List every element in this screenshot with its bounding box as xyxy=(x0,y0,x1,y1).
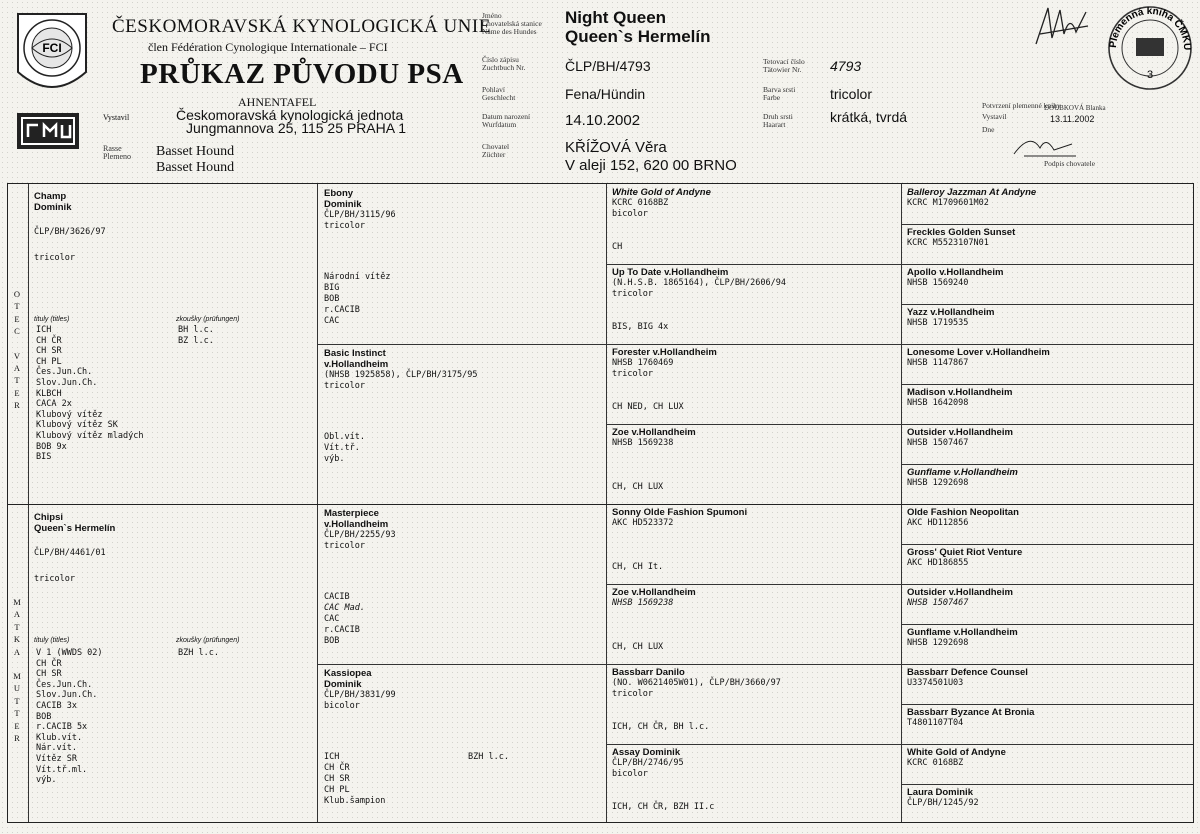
gg-grandparent-cell xyxy=(907,427,1187,449)
gg-grandparent-reg: KCRC M5523107N01 xyxy=(907,238,989,248)
grandparent-titles xyxy=(324,272,391,327)
gg-grandparent-cell xyxy=(907,347,1187,369)
gg-grandparent-name: Madison v.Hollandheim xyxy=(907,387,1013,398)
great-grandparent-reg: AKC HD523372 xyxy=(612,518,674,528)
mother-name: Chipsi xyxy=(34,512,64,523)
great-grandparent-titles: BIS, BIG 4x xyxy=(612,322,669,332)
father-cell xyxy=(34,191,312,264)
title-item: CH SR xyxy=(36,669,62,680)
grandparent-kennel: v.Hollandheim xyxy=(324,359,389,370)
grandparent-color: tricolor xyxy=(324,221,365,231)
birth-date: 14.10.2002 xyxy=(565,112,641,129)
great-grandparent-color: tricolor xyxy=(612,689,653,699)
title-item: BOB xyxy=(324,294,340,304)
title-item: Klubový vítěz xyxy=(36,409,103,420)
breeder-name: KŘÍŽOVÁ Věra xyxy=(565,139,667,156)
great-grandparent-titles: ICH, CH ČR, BH l.c. xyxy=(612,722,710,732)
grandparent-kennel: v.Hollandheim xyxy=(324,519,389,530)
stamp-number: 3 xyxy=(1146,69,1154,81)
gg-grandparent-cell xyxy=(907,667,1187,689)
title-item: V 1 (WWDS 02) xyxy=(36,648,103,658)
title-item: CAC xyxy=(324,614,340,624)
great-grandparent-cell xyxy=(612,507,898,529)
great-grandparent-reg: (NO. W0621405W01), ČLP/BH/3660/97 xyxy=(612,678,781,688)
gg-grandparent-reg: NHSB 1719535 xyxy=(907,318,969,328)
title-item: ICH xyxy=(324,752,340,762)
gg-grandparent-cell xyxy=(907,547,1187,569)
title-item: Vít.tř.ml. xyxy=(36,764,88,775)
gg-grandparent-reg: ČLP/BH/1245/92 xyxy=(907,798,979,808)
barva-label: Barva srsti Farbe xyxy=(763,85,796,102)
gg-grandparent-reg: AKC HD186855 xyxy=(907,558,969,568)
chovatel-label: Chovatel Züchter xyxy=(482,142,510,159)
title-item: Vít.tř. xyxy=(324,443,360,453)
title-item: Vítěz SR xyxy=(36,753,77,764)
title-item: ICH xyxy=(36,325,52,335)
stamp xyxy=(1106,4,1194,92)
title-item: Národní vítěz xyxy=(324,272,391,282)
grandparent-name: Masterpiece xyxy=(324,508,379,519)
title-item: výb. xyxy=(324,454,345,464)
great-grandparent-titles: CH, CH LUX xyxy=(612,642,664,652)
gg-grandparent-reg: NHSB 1507467 xyxy=(907,598,969,608)
great-grandparent-reg: NHSB 1760469 xyxy=(612,358,674,368)
title-item: CH SR xyxy=(36,346,62,357)
great-grandparent-name: White Gold of Andyne xyxy=(612,187,711,198)
gg-grandparent-reg: NHSB 1642098 xyxy=(907,398,969,408)
great-grandparent-titles: CH, CH It. xyxy=(612,562,664,572)
gg-grandparent-reg: AKC HD112856 xyxy=(907,518,969,528)
color-value: tricolor xyxy=(830,86,873,102)
gg-grandparent-reg: NHSB 1292698 xyxy=(907,478,969,488)
title-item: BOB 9x xyxy=(36,441,67,452)
great-grandparent-cell xyxy=(612,747,898,780)
great-grandparent-name: Zoe v.Hollandheim xyxy=(612,587,696,598)
great-grandparent-cell xyxy=(612,347,898,380)
org-name: ČESKOMORAVSKÁ KYNOLOGICKÁ UNIE xyxy=(112,16,491,37)
cislo-label: Číslo zápisu Zuchtbuch Nr. xyxy=(482,55,526,72)
grandparent-color: tricolor xyxy=(324,381,365,391)
title-item: CACIB 3x xyxy=(36,700,77,711)
mother-color: tricolor xyxy=(34,574,75,584)
coat-value: krátká, tvrdá xyxy=(830,109,908,125)
father-exams xyxy=(178,325,214,346)
mother-exams xyxy=(178,648,219,659)
title-item: r.CACIB xyxy=(324,305,360,315)
gg-grandparent-cell xyxy=(907,187,1187,209)
gg-grandparent-cell xyxy=(907,787,1187,809)
pedigree-table xyxy=(7,183,1194,823)
title-item: BH l.c. xyxy=(178,325,214,335)
gg-grandparent-cell xyxy=(907,307,1187,329)
great-grandparent-reg: ČLP/BH/2746/95 xyxy=(612,758,684,768)
great-grandparent-reg: NHSB 1569238 xyxy=(612,438,674,448)
great-grandparent-color: bicolor xyxy=(612,769,648,779)
title-item: BZH l.c. xyxy=(178,648,219,658)
father-exams-label: zkoušky (prüfungen) xyxy=(176,316,240,323)
gg-grandparent-cell xyxy=(907,587,1187,609)
title-item: Klub.šampion xyxy=(324,796,386,806)
grandparent-name: Kassiopea xyxy=(324,668,372,679)
grandparent-cell xyxy=(324,508,600,552)
great-grandparent-cell xyxy=(612,187,898,220)
breed-value-2: Basset Hound xyxy=(156,160,235,175)
father-color: tricolor xyxy=(34,253,75,263)
pohlavi-label: Pohlaví Geschlecht xyxy=(482,85,516,102)
grandparent-color: bicolor xyxy=(324,701,360,711)
dog-name: Night Queen xyxy=(565,8,667,27)
great-grandparent-titles: CH NED, CH LUX xyxy=(612,402,684,412)
grandparent-titles xyxy=(324,592,365,647)
father-titles xyxy=(36,325,143,463)
title-item: Slov.Jun.Ch. xyxy=(36,690,98,701)
registration-number: ČLP/BH/4793 xyxy=(565,58,651,74)
mother-cell xyxy=(34,512,312,585)
title-item: CAC Mad. xyxy=(324,603,365,613)
gg-grandparent-reg: NHSB 1292698 xyxy=(907,638,969,648)
gg-grandparent-reg: NHSB 1507467 xyxy=(907,438,969,448)
tattoo-number: 4793 xyxy=(830,58,862,74)
cmku-logo xyxy=(16,112,80,150)
mother-exams-label: zkoušky (prüfungen) xyxy=(176,637,240,644)
fci-logo xyxy=(14,10,90,100)
father-kennel: Dominik xyxy=(34,202,72,213)
title-item: výb. xyxy=(36,775,57,786)
great-grandparent-name: Bassbarr Danilo xyxy=(612,667,685,678)
title-item: CACA 2x xyxy=(36,399,72,410)
great-grandparent-titles: CH xyxy=(612,242,623,252)
vystavil2-label: Vystavil xyxy=(982,112,1007,121)
father-name: Champ xyxy=(34,191,67,202)
great-grandparent-reg: KCRC 0168BZ xyxy=(612,198,669,208)
title-item: r.CACIB 5x xyxy=(36,722,88,733)
grandparent-titles xyxy=(324,752,385,807)
mother-kennel: Queen`s Hermelín xyxy=(34,523,116,534)
podpis-label: Podpis chovatele xyxy=(1044,159,1096,168)
sex-value: Fena/Hündin xyxy=(565,86,646,102)
matka-mutter-letters: M A T K A M U T T E R xyxy=(13,597,21,744)
title-item: Slov.Jun.Ch. xyxy=(36,377,98,388)
great-grandparent-color: tricolor xyxy=(612,289,653,299)
grandparent-cell xyxy=(324,188,600,232)
document-title: PRŮKAZ PŮVODU PSA xyxy=(140,58,464,90)
potvrzeni-label: Potvrzení plemenné knihy xyxy=(982,101,1061,110)
gg-grandparent-reg: KCRC 0168BZ xyxy=(907,758,964,768)
gg-grandparent-cell xyxy=(907,627,1187,649)
title-item: BOB xyxy=(36,711,52,722)
gg-grandparent-cell xyxy=(907,387,1187,409)
great-grandparent-cell xyxy=(612,587,898,609)
breed-labels: Rasse Plemeno xyxy=(103,144,131,161)
gg-grandparent-name: Bassbarr Byzance At Bronia xyxy=(907,707,1035,718)
great-grandparent-cell xyxy=(612,667,898,700)
title-item: Čes.Jun.Ch. xyxy=(36,367,93,378)
grandparent-reg: ČLP/BH/3831/99 xyxy=(324,690,396,700)
mother-titles xyxy=(36,648,103,786)
vystavil2-value: DOUBKOVÁ Blanka xyxy=(1044,104,1106,112)
title-item: BIS xyxy=(36,452,52,463)
title-item: CAC xyxy=(324,316,340,326)
title-item: BIG xyxy=(324,283,340,293)
great-grandparent-color: bicolor xyxy=(612,209,648,219)
dog-kennel: Queen`s Hermelín xyxy=(565,27,711,46)
mother-titles-label: tituly (titles) xyxy=(34,637,70,644)
great-grandparent-cell xyxy=(612,427,898,449)
vystavil-label: Vystavil xyxy=(103,113,130,122)
title-item: CH ČR xyxy=(36,658,62,669)
great-grandparent-color: tricolor xyxy=(612,369,653,379)
great-grandparent-name: Up To Date v.Hollandheim xyxy=(612,267,729,278)
gg-grandparent-reg: KCRC M1709601M02 xyxy=(907,198,989,208)
gg-grandparent-name: White Gold of Andyne xyxy=(907,747,1006,758)
datum-label: Datum narození Wurfdatum xyxy=(482,112,531,129)
great-grandparent-cell xyxy=(612,267,898,300)
gg-grandparent-name: Olde Fashion Neopolitan xyxy=(907,507,1019,518)
title-item: CH ČR xyxy=(36,335,62,346)
title-item: Nár.vít. xyxy=(36,743,77,754)
fci-membership: člen Fédération Cynologique Internationale – FCI xyxy=(148,40,388,54)
great-grandparent-reg: NHSB 1569238 xyxy=(612,598,674,608)
gg-grandparent-name: Outsider v.Hollandheim xyxy=(907,427,1013,438)
title-item: CACIB xyxy=(324,592,350,602)
issuer: Českomoravská kynologická jednota xyxy=(176,107,404,123)
gg-grandparent-reg: NHSB 1147867 xyxy=(907,358,969,368)
father-reg: ČLP/BH/3626/97 xyxy=(34,227,106,237)
gg-grandparent-cell xyxy=(907,227,1187,249)
grandparent-name: Ebony xyxy=(324,188,354,199)
title-item: r.CACIB xyxy=(324,625,360,635)
title-item: BOB xyxy=(324,636,340,646)
great-grandparent-reg: (N.H.S.B. 1865164), ČLP/BH/2606/94 xyxy=(612,278,786,288)
gg-grandparent-name: Gross' Quiet Riot Venture xyxy=(907,547,1023,558)
gg-grandparent-cell xyxy=(907,707,1187,729)
gg-grandparent-cell xyxy=(907,747,1187,769)
breed-value-1: Basset Hound xyxy=(156,144,235,159)
gg-grandparent-name: Gunflame v.Hollandheim xyxy=(907,627,1018,638)
confirm-date: 13.11.2002 xyxy=(1050,114,1095,124)
gg-grandparent-name: Lonesome Lover v.Hollandheim xyxy=(907,347,1050,358)
signature-top xyxy=(1030,4,1096,48)
gg-grandparent-name: Bassbarr Defence Counsel xyxy=(907,667,1028,678)
grandparent-reg: ČLP/BH/2255/93 xyxy=(324,530,396,540)
father-titles-label: tituly (titles) xyxy=(34,316,70,323)
gg-grandparent-name: Laura Dominik xyxy=(907,787,973,798)
gg-grandparent-reg: T4801107T04 xyxy=(907,718,964,728)
druh-label: Druh srsti Haarart xyxy=(763,112,793,129)
grandparent-cell xyxy=(324,668,600,712)
great-grandparent-titles: ICH, CH ČR, BZH II.c xyxy=(612,802,715,812)
issuer-address: Jungmannova 25, 115 25 PRAHA 1 xyxy=(186,120,407,136)
gg-grandparent-reg: U3374501U03 xyxy=(907,678,964,688)
title-item: Klubový vítěz SK xyxy=(36,420,118,431)
grandparent-kennel: Dominik xyxy=(324,199,362,210)
grandparent-name: Basic Instinct xyxy=(324,348,386,359)
great-grandparent-titles: CH, CH LUX xyxy=(612,482,664,492)
grandparent-cell xyxy=(324,348,600,392)
grandparent-kennel: Dominik xyxy=(324,679,362,690)
mother-reg: ČLP/BH/4461/01 xyxy=(34,548,106,558)
title-item: CH PL xyxy=(36,356,62,367)
gg-grandparent-cell xyxy=(907,507,1187,529)
title-item: Obl.vít. xyxy=(324,432,365,442)
gg-grandparent-cell xyxy=(907,267,1187,289)
breeder-address: V aleji 152, 620 00 BRNO xyxy=(565,157,737,174)
great-grandparent-name: Assay Dominik xyxy=(612,747,681,758)
grandparent-titles xyxy=(324,432,365,465)
grandparent-reg: ČLP/BH/3115/96 xyxy=(324,210,396,220)
gg-grandparent-cell xyxy=(907,467,1187,489)
gg-grandparent-name: Yazz v.Hollandheim xyxy=(907,307,995,318)
gg-grandparent-reg: NHSB 1569240 xyxy=(907,278,969,288)
signature-breeder xyxy=(1010,130,1080,160)
title-item: CH SR xyxy=(324,774,350,784)
title-item: CH PL xyxy=(324,785,350,795)
title-item: Klub.vít. xyxy=(36,732,83,743)
gg-grandparent-name: Outsider v.Hollandheim xyxy=(907,587,1013,598)
dne-label: Dne xyxy=(982,125,995,134)
great-grandparent-name: Zoe v.Hollandheim xyxy=(612,427,696,438)
gg-grandparent-name: Freckles Golden Sunset xyxy=(907,227,1016,238)
tetovaci-label: Tetovací číslo Tätowier Nr. xyxy=(763,57,805,74)
grandparent-reg: (NHSB 1925858), ČLP/BH/3175/95 xyxy=(324,370,478,380)
grandparent-exam: BZH l.c. xyxy=(468,752,509,762)
title-item: KLBCH xyxy=(36,388,62,399)
title-item: Čes.Jun.Ch. xyxy=(36,679,93,690)
ahnentafel-label: AHNENTAFEL xyxy=(238,95,317,109)
title-item: Klubový vítěz mladých xyxy=(36,430,144,441)
title-item: CH ČR xyxy=(324,763,350,773)
otec-vater-letters: O T E C V A T E R xyxy=(13,289,21,411)
gg-grandparent-name: Apollo v.Hollandheim xyxy=(907,267,1004,278)
great-grandparent-name: Sonny Olde Fashion Spumoni xyxy=(612,507,748,518)
grandparent-color: tricolor xyxy=(324,541,365,551)
stamp-text: Plemenná kniha ČMKU xyxy=(1107,5,1193,51)
gg-grandparent-name: Gunflame v.Hollandheim xyxy=(907,467,1018,478)
great-grandparent-name: Forester v.Hollandheim xyxy=(612,347,717,358)
gg-grandparent-name: Balleroy Jazzman At Andyne xyxy=(907,187,1037,198)
fci-logo-text: FCI xyxy=(42,41,62,55)
title-item: BZ l.c. xyxy=(178,335,214,346)
jmeno-label: Jméno Chovatelská stanice Name des Hundes xyxy=(482,11,542,36)
